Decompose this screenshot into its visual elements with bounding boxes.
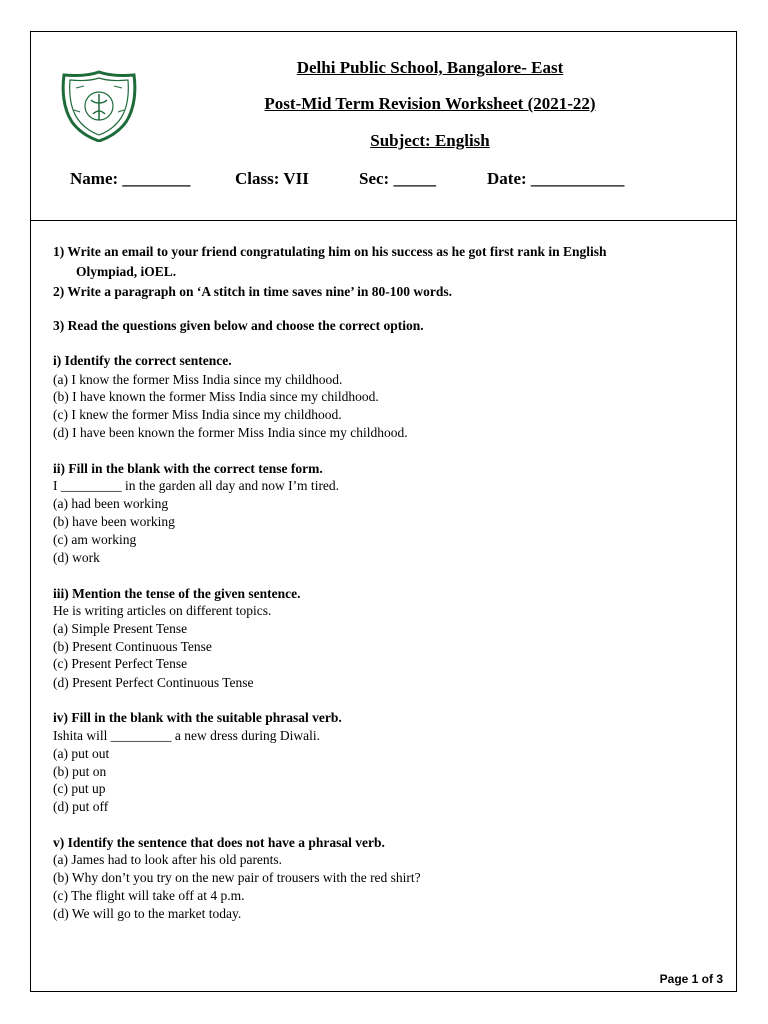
sub-question-ii-title: ii) Fill in the blank with the correct tense form. bbox=[53, 461, 323, 476]
sub-question-iv-title: iv) Fill in the blank with the suitable phrasal verb. bbox=[53, 710, 342, 725]
question-2: 2) Write a paragraph on ‘A stitch in time saves nine’ in 80-100 words. bbox=[53, 284, 453, 299]
option-i-a: (a) I know the former Miss India since my childhood. bbox=[53, 372, 343, 387]
option-iv-b: (b) put on bbox=[53, 764, 107, 779]
option-i-b: (b) I have known the former Miss India since my childhood. bbox=[53, 389, 379, 404]
page-number: Page 1 of 3 bbox=[659, 972, 723, 986]
sub-question-v-title: v) Identify the sentence that does not have a phrasal verb. bbox=[53, 835, 385, 850]
sub-question-i-title: i) Identify the correct sentence. bbox=[53, 353, 232, 368]
sub-question-ii-prompt: I _________ in the garden all day and now I’m tired. bbox=[53, 478, 340, 493]
option-ii-a: (a) had been working bbox=[53, 496, 169, 511]
school-crest-icon bbox=[58, 70, 140, 142]
option-ii-b: (b) have been working bbox=[53, 514, 175, 529]
option-iv-d: (d) put off bbox=[53, 799, 109, 814]
question-1-line-1: 1) Write an email to your friend congratulating him on his success as he got first rank in English bbox=[53, 244, 607, 259]
option-iii-c: (c) Present Perfect Tense bbox=[53, 656, 188, 671]
worksheet-title: Post-Mid Term Revision Worksheet (2021-22) bbox=[264, 94, 596, 113]
option-iii-b: (b) Present Continuous Tense bbox=[53, 639, 212, 654]
option-iii-a: (a) Simple Present Tense bbox=[53, 621, 188, 636]
question-3: 3) Read the questions given below and choose the correct option. bbox=[53, 318, 424, 333]
sub-question-iv-prompt: Ishita will _________ a new dress during Diwali. bbox=[53, 728, 320, 743]
class-field: Class: VII bbox=[235, 169, 309, 188]
sub-question-iii-title: iii) Mention the tense of the given sentence. bbox=[53, 586, 301, 601]
date-field: Date: ___________ bbox=[487, 169, 625, 188]
option-ii-c: (c) am working bbox=[53, 532, 137, 547]
sub-question-iii-prompt: He is writing articles on different topics. bbox=[53, 603, 272, 618]
option-v-d: (d) We will go to the market today. bbox=[53, 906, 242, 921]
option-v-b: (b) Why don’t you try on the new pair of trousers with the red shirt? bbox=[53, 870, 421, 885]
option-i-d: (d) I have been known the former Miss India since my childhood. bbox=[53, 425, 408, 440]
option-iv-c: (c) put up bbox=[53, 781, 106, 796]
subject-title: Subject: English bbox=[370, 131, 490, 150]
option-i-c: (c) I knew the former Miss India since my childhood. bbox=[53, 407, 342, 422]
header-divider bbox=[30, 220, 737, 221]
option-iii-d: (d) Present Perfect Continuous Tense bbox=[53, 675, 254, 690]
school-name: Delhi Public School, Bangalore- East bbox=[296, 58, 564, 77]
option-v-c: (c) The flight will take off at 4 p.m. bbox=[53, 888, 245, 903]
option-ii-d: (d) work bbox=[53, 550, 100, 565]
option-iv-a: (a) put out bbox=[53, 746, 110, 761]
question-1-line-2: Olympiad, iOEL. bbox=[76, 264, 177, 279]
option-v-a: (a) James had to look after his old parents. bbox=[53, 852, 283, 867]
section-field: Sec: _____ bbox=[359, 169, 436, 188]
name-field: Name: ________ bbox=[70, 169, 191, 188]
